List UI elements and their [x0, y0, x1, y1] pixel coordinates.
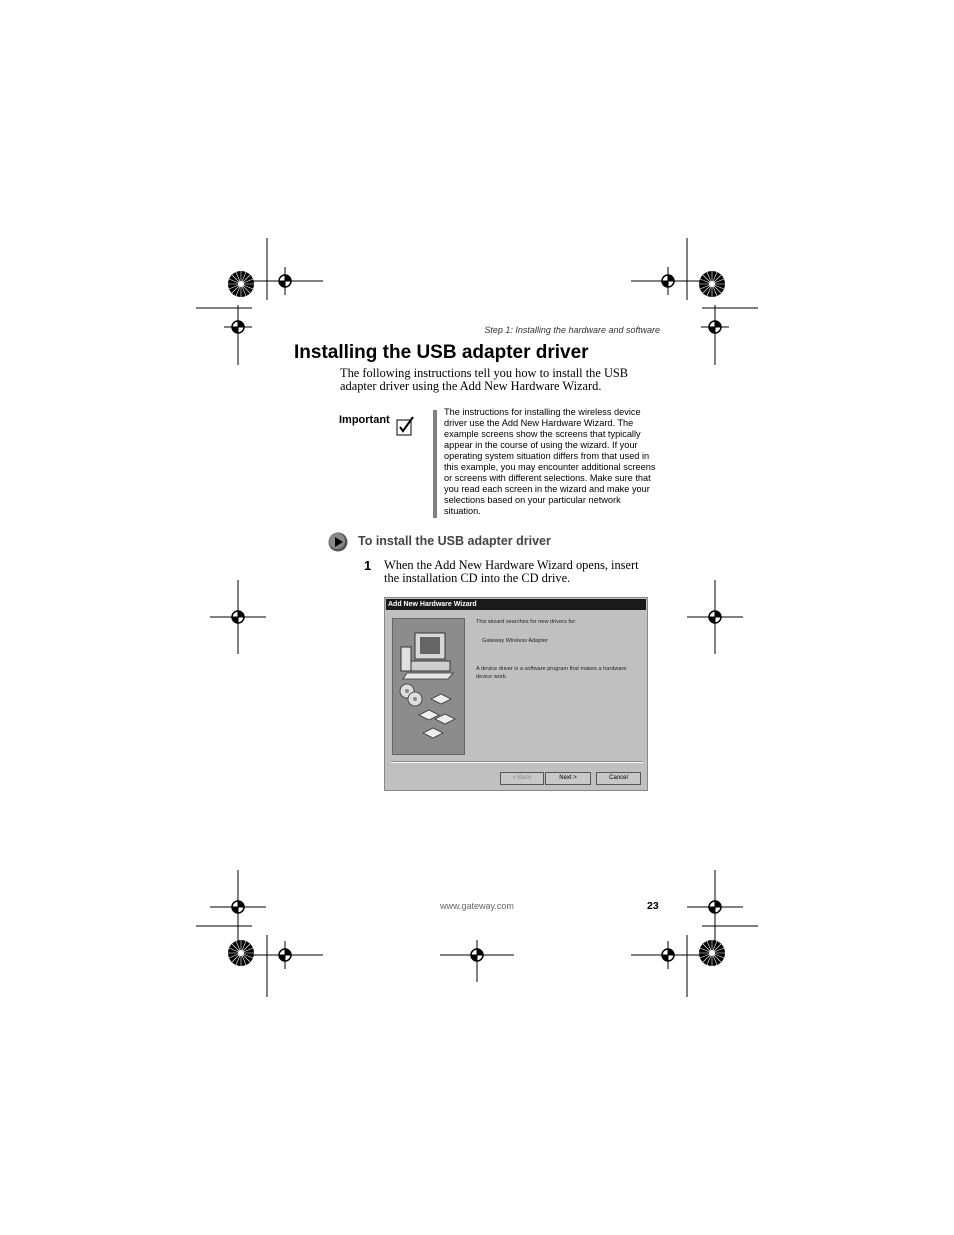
dialog-separator — [391, 761, 643, 763]
checkmark-note-icon — [394, 415, 416, 437]
dialog-line1: This wizard searches for new drivers for: — [476, 619, 577, 625]
registration-star-icon — [228, 940, 254, 966]
registration-star-icon — [699, 271, 725, 297]
footer-url: www.gateway.com — [440, 901, 514, 911]
important-label: Important — [339, 414, 390, 426]
intro-paragraph: The following instructions tell you how to install the USB adapter driver using the Add New Hardware Wizard. — [340, 366, 629, 393]
dialog-line2: A device driver is a software program that makes a hardware device work. — [476, 666, 627, 680]
running-header: Step 1: Installing the hardware and software — [484, 325, 660, 335]
dialog-title-bar: Add New Hardware Wizard — [386, 599, 646, 610]
registration-star-icon — [228, 271, 254, 297]
important-divider — [433, 410, 437, 518]
page-number: 23 — [647, 900, 659, 912]
page-title: Installing the USB adapter driver — [294, 342, 589, 363]
computer-install-icon — [393, 619, 464, 754]
dialog-device: Gateway Wireless Adapter — [482, 638, 548, 644]
registration-star-icon — [699, 940, 725, 966]
procedure-title: To install the USB adapter driver — [358, 534, 551, 548]
important-text: The instructions for installing the wireless device driver use the Add New Hardware Wizard. The example screens show the screens that typically appear in the course of using the wizard. If your operating system situation differs from that used in this example, you may encounter additional screens or screens with different selections. Make sure that you read each screen in the wizard and make your selections based on your particular network situation. — [444, 407, 656, 516]
procedure-arrow-icon — [328, 532, 348, 552]
cancel-button[interactable]: Cancel — [596, 772, 641, 785]
wizard-dialog-screenshot — [384, 597, 648, 791]
wizard-illustration — [392, 618, 465, 755]
back-button[interactable]: < Back — [500, 772, 544, 785]
step-number: 1 — [364, 558, 372, 573]
step-text: When the Add New Hardware Wizard opens, insert the installation CD into the CD drive. — [384, 558, 639, 585]
next-button[interactable]: Next > — [545, 772, 591, 785]
